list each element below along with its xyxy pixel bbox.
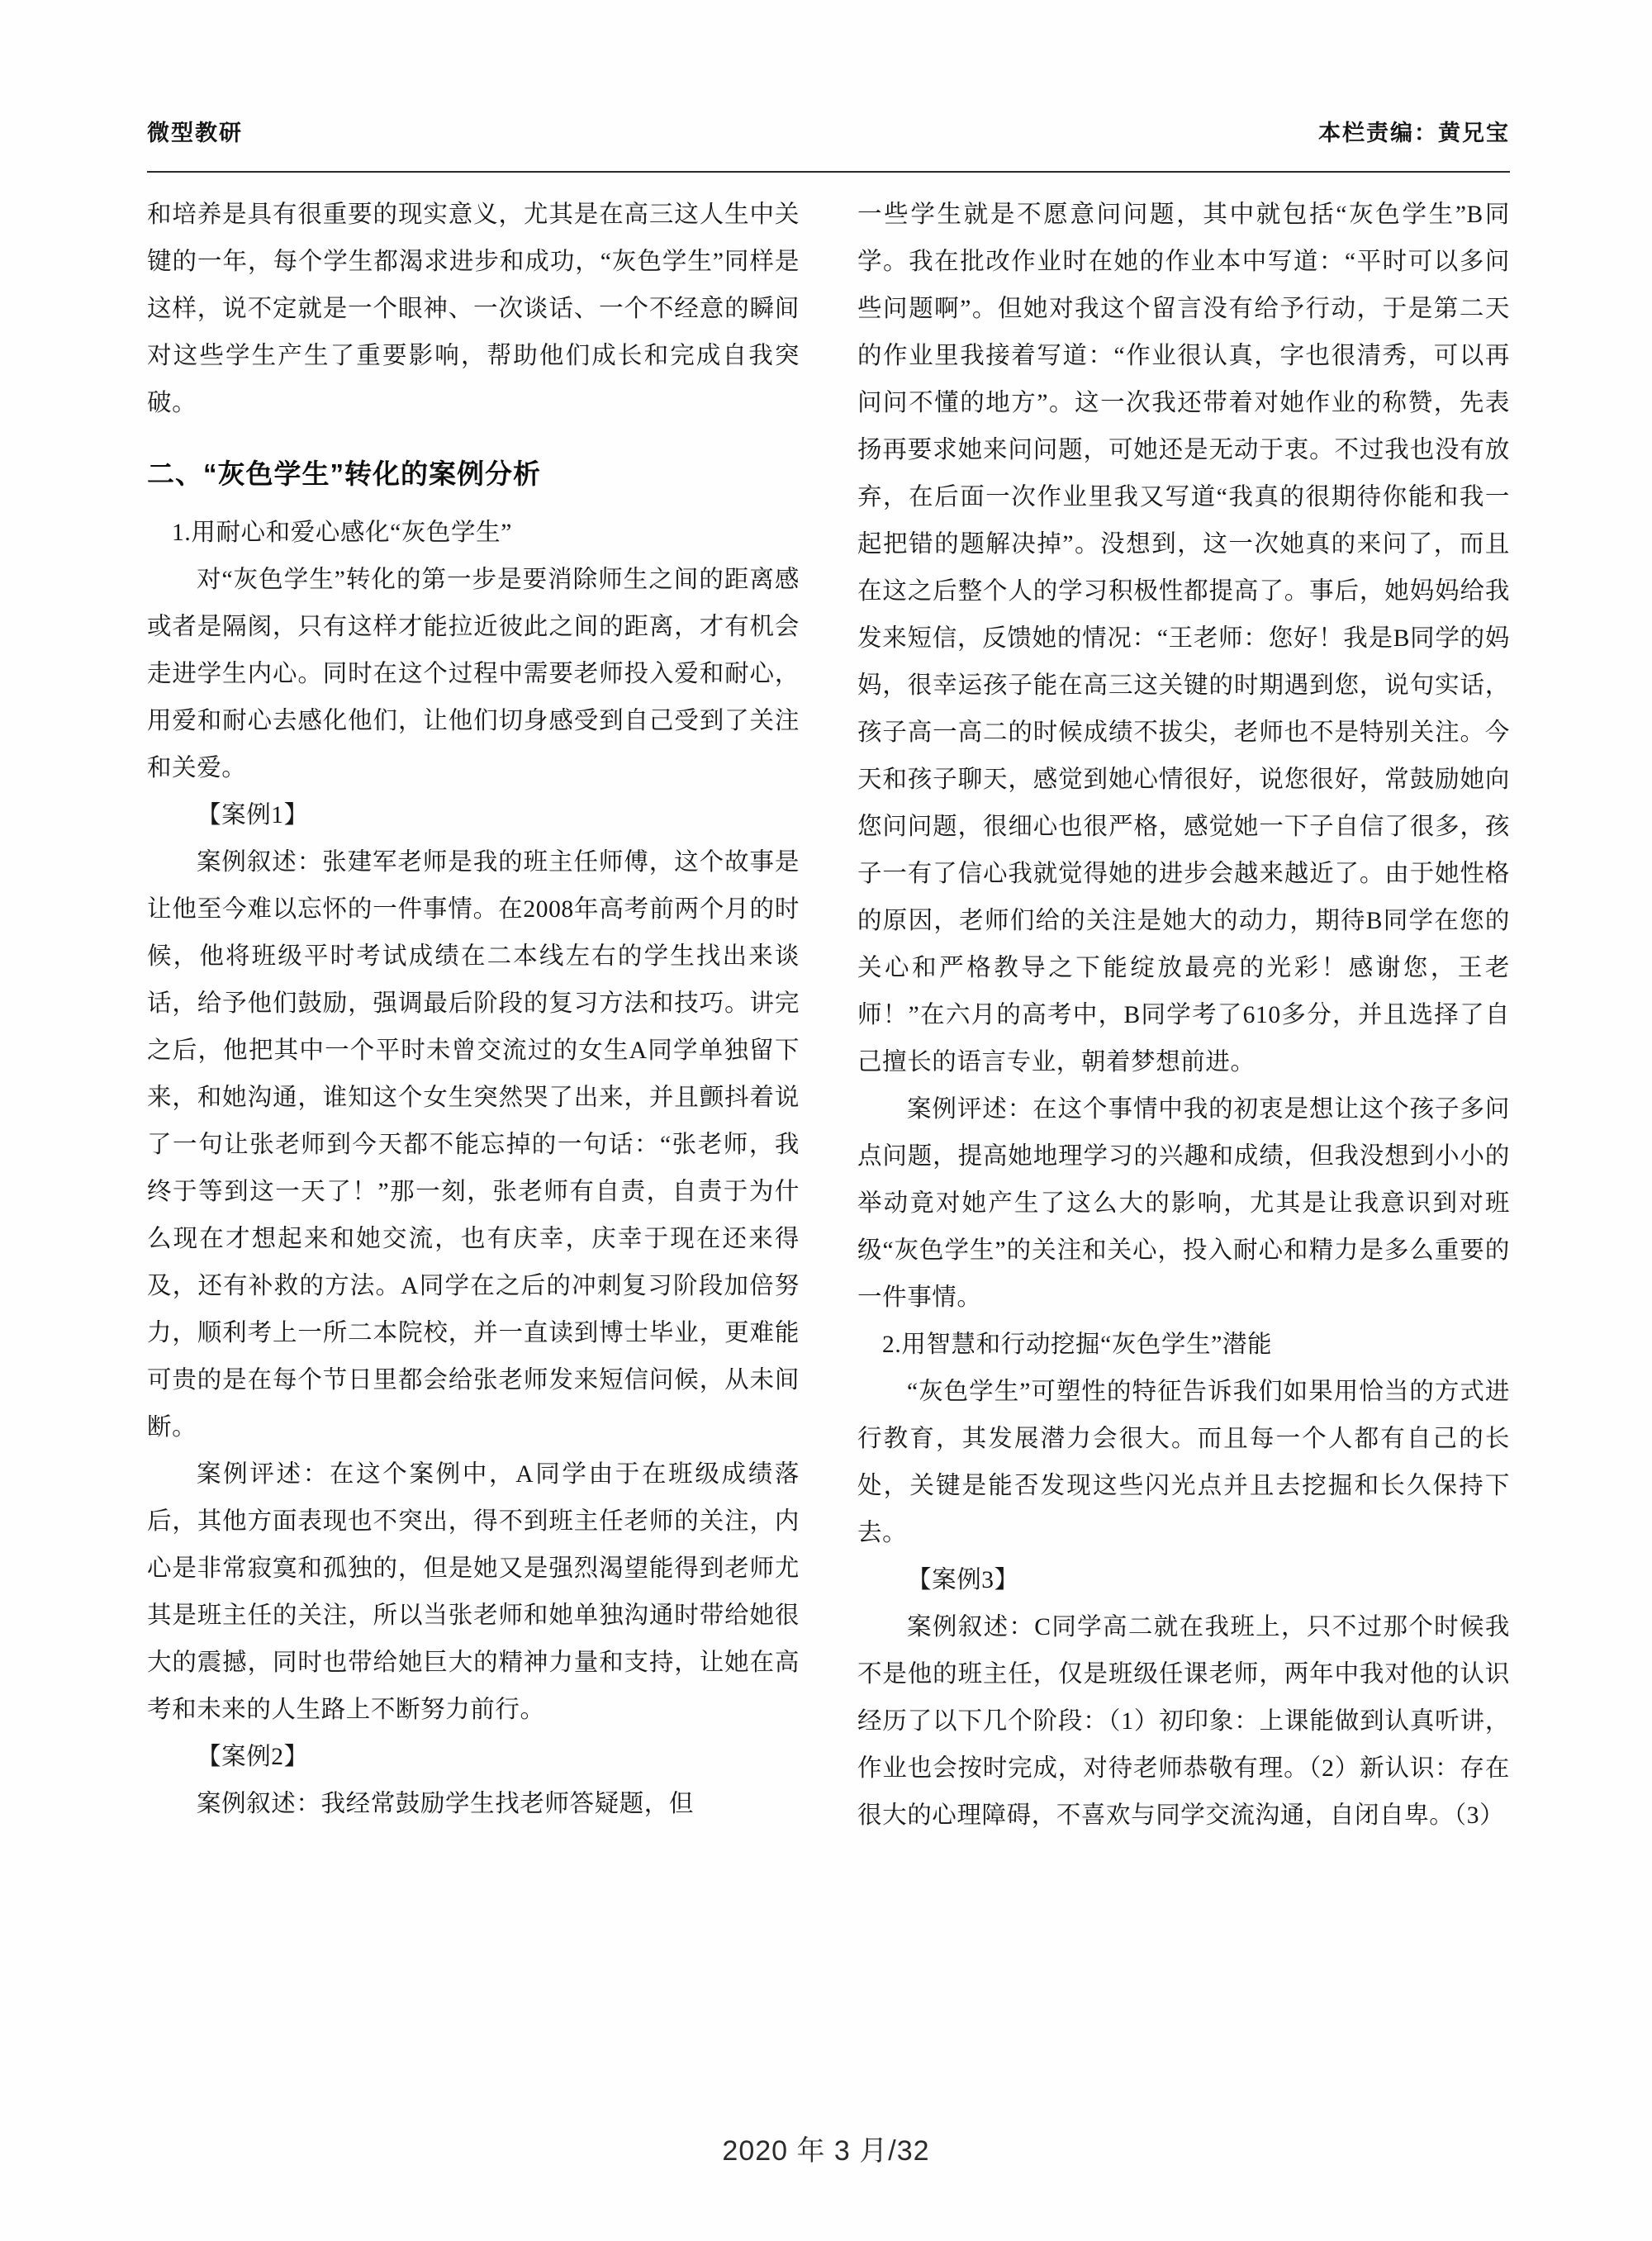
case-2-comment: 案例评述：在这个事情中我的初衷是想让这个孩子多问点问题，提高她地理学习的兴趣和成绩，但我没想到小小的举动竟对她产生了这么大的影响，尤其是让我意识到对班级“灰色学生”的关注和关心，投入耐心和精力是多么重要的一件事情。 [857, 1096, 1510, 1311]
case-label-1: 【案例1】 [197, 802, 309, 829]
subsection-heading-2: 2.用智慧和行动挖掘“灰色学生”潜能 [882, 1332, 1273, 1358]
article-body [147, 192, 1510, 2100]
header-section-label: 微型教研 [147, 120, 243, 145]
case-3-narrative: 案例叙述：C同学高二就在我班上，只不过那个时候我不是他的班主任，仅是班级任课老师，两年中我对他的认识经历了以下几个阶段：（1）初印象：上课能做到认真听讲，作业也会按时完成，对待老师恭敬有理。（2）新认识：存在很大的心理障碍，不喜欢与同学交流沟通，自闭自卑。（3） [857, 1614, 1510, 1829]
paragraph-continuation: 和培养是具有很重要的现实意义，尤其是在高三这人生中关键的一年，每个学生都渴求进步和成功，“灰色学生”同样是这样，说不定就是一个眼神、一次谈话、一个不经意的瞬间对这些学生产生了重要影响，帮助他们成长和完成自我突破。 [147, 202, 800, 416]
header-editor-label: 本栏责编：黄兄宝 [1318, 120, 1510, 145]
case-1-comment: 案例评述：在这个案例中，A同学由于在班级成绩落后，其他方面表现也不突出，得不到班主任老师的关注，内心是非常寂寞和孤独的，但是她又是强烈渴望能得到老师尤其是班主任的关注，所以当张老师和她单独沟通时带给她很大的震撼，同时也带给她巨大的精神力量和支持，让她在高考和未来的人生路上不断努力前行。 [147, 1461, 800, 1723]
footer-date: 2020 年 3 月 [722, 2135, 889, 2167]
case-label-3: 【案例3】 [907, 1567, 1019, 1593]
footer-page-number: 32 [896, 2135, 930, 2167]
footer-separator: / [888, 2135, 897, 2167]
case-1-narrative: 案例叙述：张建军老师是我的班主任师傅，这个故事是让他至今难以忘怀的一件事情。在2008年高考前两个月的时候，他将班级平时考试成绩在二本线左右的学生找出来谈话，给予他们鼓励，强调最后阶段的复习方法和技巧。讲完之后，他把其中一个平时未曾交流过的女生A同学单独留下来，和她沟通，谁知这个女生突然哭了出来，并且颤抖着说了一句让张老师到今天都不能忘掉的一句话：“张老师，我终于等到这一天了！”那一刻，张老师有自责，自责于为什么现在才想起来和她交流，也有庆幸，庆幸于现在还来得及，还有补救的方法。A同学在之后的冲刺复习阶段加倍努力，顺利考上一所二本院校，并一直读到博士毕业，更难能可贵的是在每个节日里都会给张老师发来短信问候，从未间断。 [147, 849, 800, 1441]
header-divider [147, 171, 1510, 173]
right-column [857, 192, 1510, 2100]
subsection-heading-1: 1.用耐心和爱心感化“灰色学生” [172, 520, 512, 546]
paragraph-intro: 对“灰色学生”转化的第一步是要消除师生之间的距离感或者是隔阂，只有这样才能拉近彼此之间的距离，才有机会走进学生内心。同时在这个过程中需要老师投入爱和耐心，用爱和耐心去感化他们，让他们切身感受到自己受到了关注和关爱。 [147, 567, 800, 781]
case-label-2: 【案例2】 [197, 1744, 309, 1770]
case-2-narrative-continued: 一些学生就是不愿意问问题，其中就包括“灰色学生”B同学。我在批改作业时在她的作业本中写道：“平时可以多问些问题啊”。但她对我这个留言没有给予行动，于是第二天的作业里我接着写道：“作业很认真，字也很清秀，可以再问问不懂的地方”。这一次我还带着对她作业的称赞，先表扬再要求她来问问题，可她还是无动于衷。不过我也没有放弃，在后面一次作业里我又写道“我真的很期待你能和我一起把错的题解决掉”。没想到，这一次她真的来问了，而且在这之后整个人的学习积极性都提高了。事后，她妈妈给我发来短信，反馈她的情况：“王老师：您好！我是B同学的妈妈，很幸运孩子能在高三这关键的时期遇到您，说句实话，孩子高一高二的时候成绩不拔尖，老师也不是特别关注。今天和孩子聊天，感觉到她心情很好，说您很好，常鼓励她向您问问题，很细心也很严格，感觉她一下子自信了很多，孩子一有了信心我就觉得她的进步会越来越近了。由于她性格的原因，老师们给的关注是她大的动力，期待B同学在您的关心和严格教导之下能绽放最亮的光彩！感谢您，王老师！”在六月的高考中，B同学考了610多分，并且选择了自己擅长的语言专业，朝着梦想前进。 [857, 202, 1510, 1075]
section-heading: 二、“灰色学生”转化的案例分析 [147, 458, 541, 489]
page-footer [0, 2128, 1652, 2168]
paragraph-potential: “灰色学生”可塑性的特征告诉我们如果用恰当的方式进行教育，其发展潜力会很大。而且每一个人都有自己的长处，关键是能否发现这些闪光点并且去挖掘和长久保持下去。 [857, 1379, 1510, 1546]
case-2-narrative-start: 案例叙述：我经常鼓励学生找老师答疑题，但 [197, 1791, 695, 1817]
page-header [147, 109, 1510, 152]
left-column [147, 192, 800, 2100]
